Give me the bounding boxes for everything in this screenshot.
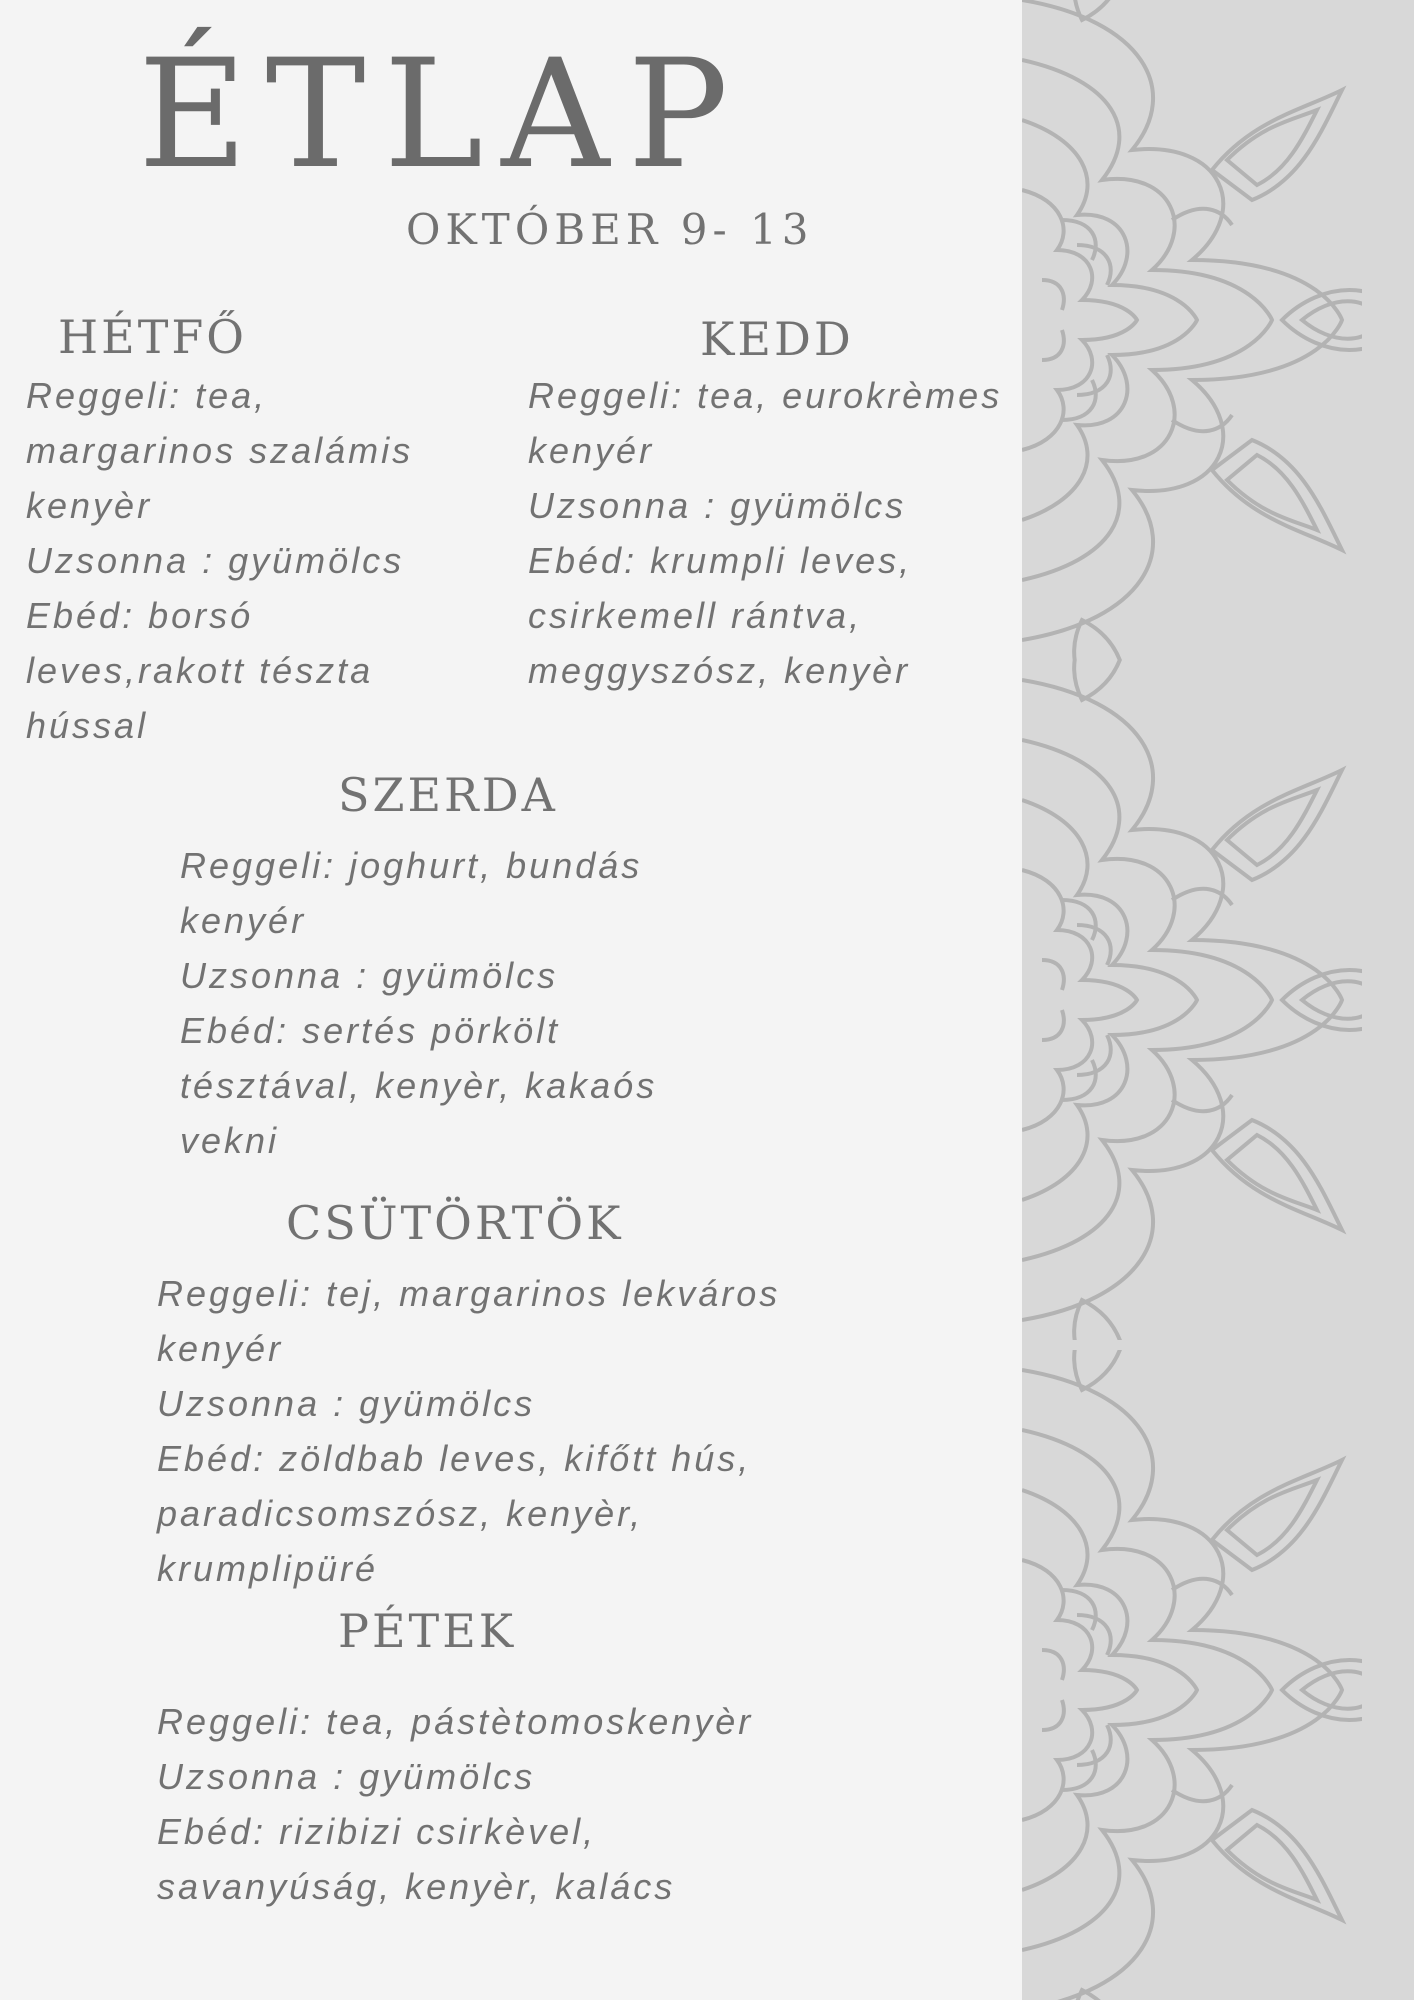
date-range: OKTÓBER 9- 13 <box>406 205 814 254</box>
snack-item: Uzsonna : gyümölcs <box>157 1756 536 1797</box>
menu-monday <box>26 368 456 753</box>
lunch-item: Ebéd: rizibizi csirkèvel, savanyúság, kenyèr, kalács <box>157 1811 676 1907</box>
decorative-side-panel <box>1022 0 1414 2000</box>
breakfast-item: Reggeli: joghurt, bundás kenyér <box>180 845 643 941</box>
breakfast-item: Reggeli: tea, pástètomoskenyèr <box>157 1701 754 1742</box>
day-title-monday: HÉTFŐ <box>58 310 248 364</box>
day-title-thursday: CSÜTÖRTÖK <box>286 1196 624 1250</box>
page-title: ÉTLAP <box>138 28 747 202</box>
breakfast-item: Reggeli: tej, margarinos lekváros kenyér <box>157 1273 781 1369</box>
day-title-tuesday: KEDD <box>700 312 854 366</box>
lunch-item: Ebéd: krumpli leves, csirkemell rántva, meggyszósz, kenyèr <box>528 540 913 691</box>
day-title-friday: PÉTEK <box>338 1604 517 1658</box>
menu-tuesday <box>528 368 1028 698</box>
snack-item: Uzsonna : gyümölcs <box>26 540 405 581</box>
lunch-item: Ebéd: borsó leves,rakott tészta hússal <box>26 595 374 746</box>
breakfast-item: Reggeli: tea, eurokrèmes kenyér <box>528 375 1003 471</box>
snack-item: Uzsonna : gyümölcs <box>180 955 559 996</box>
day-title-wednesday: SZERDA <box>338 768 558 822</box>
mandala-ornament-icon <box>1022 1350 1362 2000</box>
menu-thursday <box>157 1266 797 1596</box>
lunch-item: Ebéd: zöldbab leves, kifőtt hús, paradicsomszósz, kenyèr, krumplipüré <box>157 1438 752 1589</box>
snack-item: Uzsonna : gyümölcs <box>157 1383 536 1424</box>
mandala-ornament-icon <box>1022 660 1362 1340</box>
snack-item: Uzsonna : gyümölcs <box>528 485 907 526</box>
lunch-item: Ebéd: sertés pörkölt tésztával, kenyèr, kakaós vekni <box>180 1010 658 1161</box>
menu-friday <box>157 1694 817 1914</box>
mandala-ornament-icon <box>1022 0 1362 660</box>
menu-wednesday <box>180 838 700 1168</box>
breakfast-item: Reggeli: tea, margarinos szalámis kenyèr <box>26 375 414 526</box>
